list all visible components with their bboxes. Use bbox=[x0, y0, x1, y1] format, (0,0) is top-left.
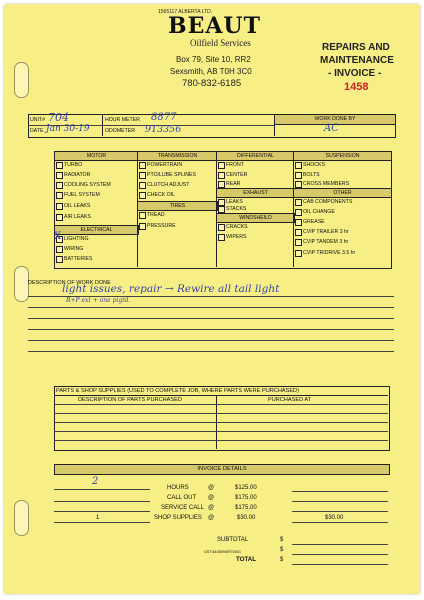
service-call-rate: $175.00 bbox=[235, 505, 257, 511]
work-description-label: DESCRIPTION OF WORK DONE bbox=[28, 280, 111, 286]
binder-hole bbox=[14, 266, 29, 302]
hours-at: @ bbox=[208, 485, 215, 491]
powertrain-label: POWERTRAIN bbox=[147, 162, 183, 168]
company-reg: 1565117 ALBERTA LTD. bbox=[158, 9, 213, 15]
motor-header: MOTOR bbox=[54, 151, 139, 161]
cvip-tridrive-label: CVIP TRIDRIVE 3.5 hr bbox=[303, 250, 356, 256]
exhaust-header: EXHAUST bbox=[216, 188, 295, 198]
cvip-trailer-checkbox[interactable] bbox=[295, 229, 302, 236]
center-checkbox[interactable] bbox=[218, 172, 225, 179]
cross-members-checkbox[interactable] bbox=[295, 181, 302, 188]
parts-description-header: DESCRIPTION OF PARTS PURCHASED bbox=[78, 397, 182, 403]
differential-header: DIFFERENTIAL bbox=[216, 151, 295, 161]
date-label: DATE bbox=[30, 128, 44, 134]
gst-label: GST 84155900RT0001 bbox=[204, 550, 242, 554]
odometer-value[interactable]: 913356 bbox=[145, 124, 182, 135]
turbo-label: TURBO bbox=[64, 162, 83, 168]
shop-supplies-label: SHOP SUPPLIES bbox=[154, 515, 202, 521]
shop-supplies-qty[interactable]: 1 bbox=[96, 515, 100, 521]
shop-supplies-total[interactable]: $30.00 bbox=[325, 515, 344, 521]
windshield-header: WINDSHEILD bbox=[216, 213, 295, 223]
cvip-tandem-label: CVIP TANDEM 3 hr bbox=[303, 239, 349, 245]
service-call-label: SERVICE CALL bbox=[161, 505, 204, 511]
bolts-checkbox[interactable] bbox=[295, 172, 302, 179]
air-leaks-checkbox[interactable] bbox=[56, 214, 63, 221]
call-out-label: CALL OUT bbox=[167, 495, 197, 501]
cvip-tridrive-checkbox[interactable] bbox=[295, 250, 302, 257]
cvip-trailer-label: CVIP TRAILER 3 hr bbox=[303, 229, 349, 235]
cross-members-label: CROSS MEMBERS bbox=[303, 181, 350, 187]
rear-checkbox[interactable] bbox=[218, 181, 225, 188]
wipers-checkbox[interactable] bbox=[218, 234, 225, 241]
invoice-title-1: REPAIRS AND bbox=[322, 42, 390, 53]
subtotal-currency: $ bbox=[280, 537, 284, 543]
lighting-check-mark: X bbox=[54, 231, 62, 242]
check-oil-checkbox[interactable] bbox=[139, 192, 146, 199]
oil-leaks-checkbox[interactable] bbox=[56, 203, 63, 210]
invoice-title-2: MAINTENANCE bbox=[320, 55, 394, 66]
pressure-label: PRESSURE bbox=[147, 223, 176, 229]
work-description-line-1[interactable]: light issues, repair → Rewire all tail light bbox=[62, 283, 280, 295]
powertrain-checkbox[interactable] bbox=[139, 162, 146, 169]
batteries-checkbox[interactable] bbox=[56, 256, 63, 263]
shop-supplies-at: @ bbox=[208, 515, 215, 521]
radiator-label: RADIATOR bbox=[64, 172, 91, 178]
leaks-checkbox[interactable] bbox=[218, 199, 225, 206]
unit-label: UNIT# bbox=[30, 117, 45, 123]
front-label: FRONT bbox=[226, 162, 244, 168]
company-phone: 780-832-6185 bbox=[182, 78, 242, 89]
front-checkbox[interactable] bbox=[218, 162, 225, 169]
hour-meter-label: HOUR METER bbox=[105, 117, 140, 123]
oil-leaks-label: OIL LEAKS bbox=[64, 203, 91, 209]
shocks-label: SHOCKS bbox=[303, 162, 325, 168]
cooling-system-label: COOLING SYSTEM bbox=[64, 182, 111, 188]
work-done-by-value[interactable]: AC bbox=[324, 123, 339, 134]
oil-change-checkbox[interactable] bbox=[295, 209, 302, 216]
purchased-at-header: PURCHASED AT bbox=[268, 397, 312, 403]
invoice-page bbox=[4, 4, 420, 594]
pto-lube-label: PTO/LUBE SPLINES bbox=[147, 172, 196, 178]
tires-header: TIRES bbox=[137, 201, 218, 211]
wipers-label: WIPERS bbox=[226, 234, 247, 240]
pressure-checkbox[interactable] bbox=[139, 223, 146, 230]
subtotal-label: SUBTOTAL bbox=[217, 537, 249, 543]
invoice-number: 1458 bbox=[344, 81, 369, 93]
gst-currency: $ bbox=[280, 547, 284, 553]
cab-components-checkbox[interactable] bbox=[295, 199, 302, 206]
tread-label: TREAD bbox=[147, 212, 165, 218]
cooling-system-checkbox[interactable] bbox=[56, 182, 63, 189]
suspension-header: SUSPENSION bbox=[293, 151, 392, 161]
parts-title: PARTS & SHOP SUPPLIES (USED TO COMPLETE JOB, WHERE PARTS WERE PURCHASED) bbox=[56, 388, 299, 394]
other-header: OTHER bbox=[293, 188, 392, 198]
invoice-details-header: INVOICE DETAILS bbox=[54, 464, 390, 475]
shop-supplies-rate: $30.00 bbox=[237, 515, 256, 521]
stacks-checkbox[interactable] bbox=[218, 206, 225, 213]
rear-label: REAR bbox=[226, 181, 241, 187]
total-currency: $ bbox=[280, 557, 284, 563]
leaks-label: LEAKS bbox=[226, 199, 243, 205]
grease-label: GREASE bbox=[303, 219, 325, 225]
radiator-checkbox[interactable] bbox=[56, 172, 63, 179]
company-logo: BEAUT bbox=[168, 13, 261, 39]
cvip-tandem-checkbox[interactable] bbox=[295, 239, 302, 246]
fuel-system-checkbox[interactable] bbox=[56, 192, 63, 199]
service-call-at: @ bbox=[208, 505, 215, 511]
tread-checkbox[interactable] bbox=[139, 212, 146, 219]
clutch-adjust-checkbox[interactable] bbox=[139, 182, 146, 189]
work-done-by-header: WORK DONE BY bbox=[274, 114, 396, 125]
wiring-checkbox[interactable] bbox=[56, 246, 63, 253]
grease-checkbox[interactable] bbox=[295, 219, 302, 226]
center-label: CENTER bbox=[226, 172, 248, 178]
pto-lube-checkbox[interactable] bbox=[139, 172, 146, 179]
batteries-label: BATTERIES bbox=[64, 256, 93, 262]
electrical-header: ELECTRICAL bbox=[54, 225, 139, 235]
hours-rate: $125.00 bbox=[235, 485, 257, 491]
check-oil-label: CHECK OIL bbox=[147, 192, 175, 198]
unit-value[interactable]: 704 bbox=[48, 111, 69, 124]
clutch-adjust-label: CLUTCH ADJUST bbox=[147, 182, 190, 188]
call-out-at: @ bbox=[208, 495, 215, 501]
total-label: TOTAL bbox=[236, 556, 257, 563]
date-value[interactable]: Jan 30-19 bbox=[46, 124, 90, 134]
cab-components-label: CAB COMPONENTS bbox=[303, 199, 353, 205]
company-address-2: Sexsmith, AB T0H 3C0 bbox=[170, 67, 252, 76]
shocks-checkbox[interactable] bbox=[295, 162, 302, 169]
company-address-1: Box 79, Site 10, RR2 bbox=[176, 55, 251, 64]
stacks-label: STACKS bbox=[226, 206, 247, 212]
wiring-label: WIRING bbox=[64, 246, 84, 252]
hour-meter-value[interactable]: 8877 bbox=[151, 112, 177, 123]
air-leaks-label: AIR LEAKS bbox=[64, 214, 91, 220]
call-out-rate: $175.00 bbox=[235, 495, 257, 501]
cracks-label: CRACKS bbox=[226, 224, 248, 230]
hours-label: HOURS bbox=[167, 485, 189, 491]
invoice-title-3: - INVOICE - bbox=[328, 68, 382, 79]
turbo-checkbox[interactable] bbox=[56, 162, 63, 169]
hours-qty[interactable]: 2 bbox=[92, 476, 99, 487]
binder-hole bbox=[14, 62, 29, 98]
cracks-checkbox[interactable] bbox=[218, 224, 225, 231]
transmission-header: TRANSMISSION bbox=[137, 151, 218, 161]
bolts-label: BOLTS bbox=[303, 172, 320, 178]
binder-hole bbox=[14, 500, 29, 536]
odometer-label: ODOMETER bbox=[105, 128, 135, 134]
lighting-label: LIGHTING bbox=[64, 236, 89, 242]
company-subtitle: Oilfield Services bbox=[190, 38, 251, 48]
oil-change-label: OIL CHANGE bbox=[303, 209, 335, 215]
fuel-system-label: FUEL SYSTEM bbox=[64, 192, 100, 198]
work-description-line-2[interactable]: R+P ext + one pigtd. bbox=[66, 297, 131, 304]
